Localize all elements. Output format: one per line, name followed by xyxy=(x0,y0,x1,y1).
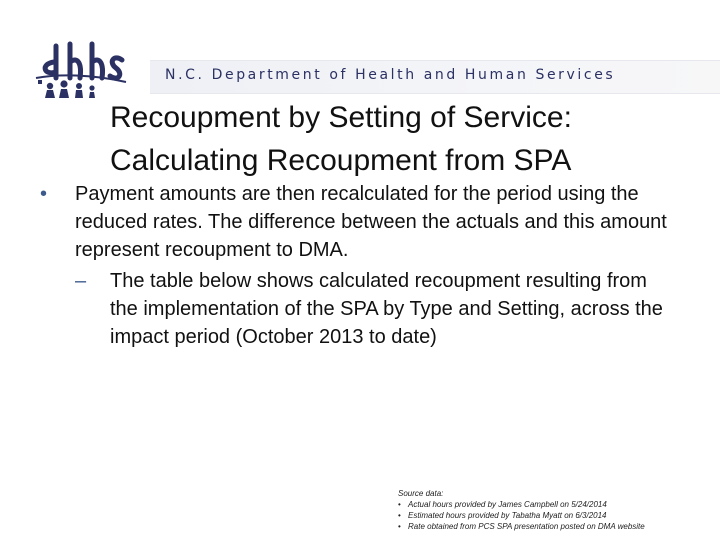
bullet-dot-icon: • xyxy=(40,183,48,205)
bullet-dot-icon: • xyxy=(398,511,401,520)
title-line-2: Calculating Recoupment from SPA xyxy=(110,144,572,177)
bullet-list xyxy=(40,180,680,351)
source-item xyxy=(398,510,718,521)
source-item-text: Estimated hours provided by Tabatha Myatt on 6/3/2014 xyxy=(408,511,607,520)
bullet-item xyxy=(40,180,680,264)
source-item-text: Rate obtained from PCS SPA presentation posted on DMA website xyxy=(408,522,645,531)
dhhs-logo xyxy=(34,38,130,100)
slide-title xyxy=(110,96,710,182)
bullet-text: Payment amounts are then recalculated for the period using the reduced rates. The difference between the actuals and this amount represent recoupment to DMA. xyxy=(75,183,667,261)
banner-text: N.C. Department of Health and Human Services xyxy=(165,67,616,83)
source-note xyxy=(398,488,718,532)
bullet-dot-icon: • xyxy=(398,522,401,531)
sub-bullet-item xyxy=(40,267,680,351)
sub-bullet-text: The table below shows calculated recoupment resulting from the implementation of the SPA by Type and Setting, across the impact period (October 2013 to date) xyxy=(110,270,663,348)
source-item xyxy=(398,521,718,532)
department-banner xyxy=(150,60,720,94)
bullet-dot-icon: • xyxy=(398,500,401,509)
source-item-text: Actual hours provided by James Campbell on 5/24/2014 xyxy=(408,500,607,509)
title-line-1: Recoupment by Setting of Service: xyxy=(110,101,572,134)
source-item xyxy=(398,499,718,510)
source-heading: Source data: xyxy=(398,489,444,498)
dash-icon: – xyxy=(75,270,87,292)
